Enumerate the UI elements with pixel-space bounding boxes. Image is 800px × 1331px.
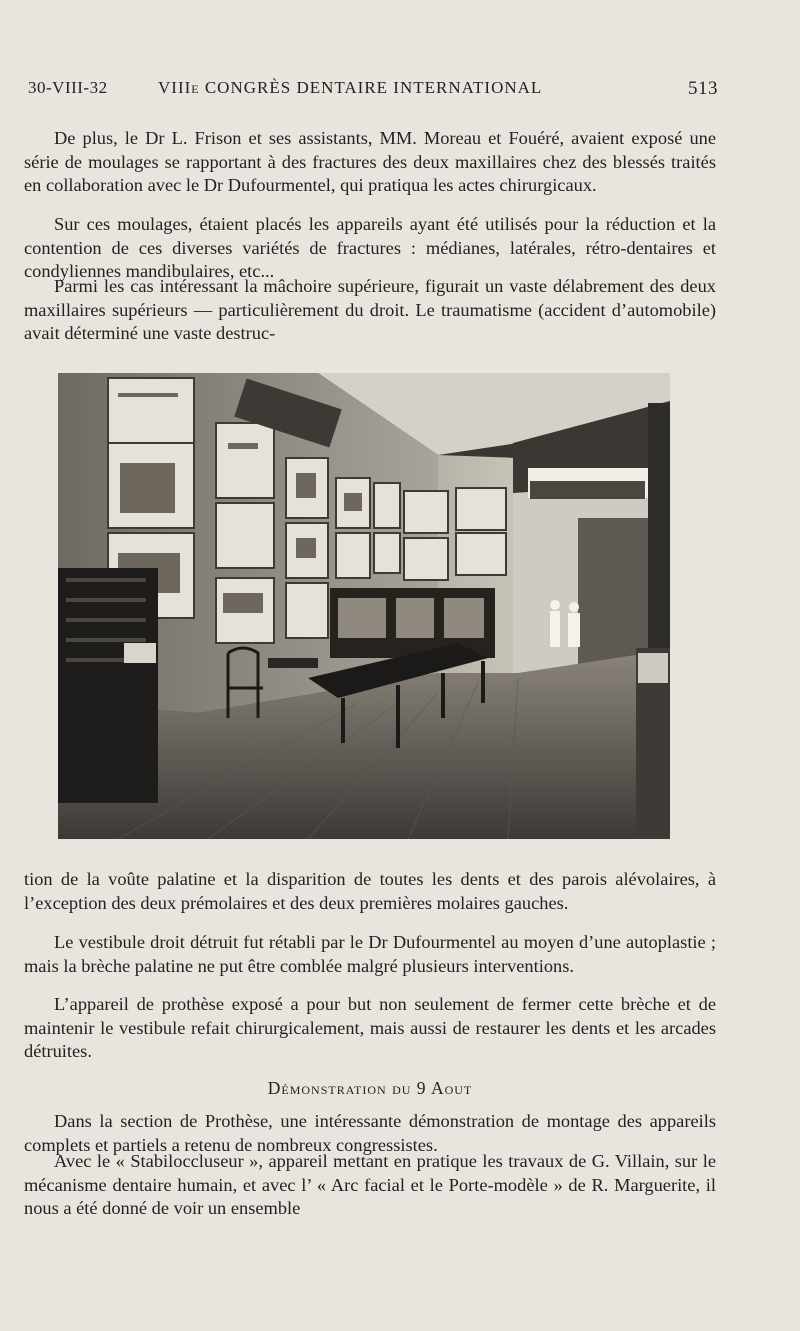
paragraph-7: Dans la section de Prothèse, une intéressante démonstration de montage des appareils complets et partiels a retenu de nombreux congressistes.	[24, 1111, 716, 1155]
running-header	[28, 78, 718, 108]
paragraph-4: tion de la voûte palatine et la disparition de toutes les dents et des parois alévolaires, à l’exception des deux prémolaires et des deux premières molaires gauches.	[24, 869, 716, 913]
paragraph-8: Avec le « Stabiloccluseur », appareil mettant en pratique les travaux de G. Villain, sur le mécanisme dentaire humain, et avec l’ « Arc facial et le Porte-modèle » de R. Marguerite, il nous a été donné de voir un ensemble	[24, 1151, 716, 1218]
header-date: 30-VIII-32	[28, 78, 108, 97]
paragraph-3: Parmi les cas intéressant la mâchoire supérieure, figurait un vaste délabrement des deux maxillaires supérieurs — particulièrement du droit. Le traumatisme (accident d’automobile) avait déterminé une vaste destruc-	[24, 276, 716, 343]
header-title: VIIIe CONGRÈS DENTAIRE INTERNATIONAL	[158, 78, 543, 97]
section-title: Démonstration du 9 Aout	[267, 1078, 473, 1098]
exhibition-photo	[58, 373, 670, 839]
paragraph-1: De plus, le Dr L. Frison et ses assistants, MM. Moreau et Fouéré, avaient exposé une série de moulages se rapportant à des fractures des deux maxillaires chez des blessés traités en collaboration avec le Dr Dufourmentel, qui pratiqua les actes chirurgicaux.	[24, 128, 716, 195]
page-number: 513	[688, 78, 718, 99]
paragraph-2: Sur ces moulages, étaient placés les appareils ayant été utilisés pour la réduction et la contention de ces diverses variétés de fractures : médianes, latérales, rétro-dentaires et condyliennes mandibulaires, etc...	[24, 214, 716, 281]
paragraph-5: Le vestibule droit détruit fut rétabli par le Dr Dufourmentel au moyen d’une autoplastie ; mais la brèche palatine ne put être comblée malgré plusieurs interventions.	[24, 932, 716, 976]
exhibition-room-illustration	[58, 373, 670, 839]
paragraph-6: L’appareil de prothèse exposé a pour but non seulement de fermer cette brèche et de maintenir le vestibule refait chirurgicalement, mais aussi de restaurer les dents et les arcades détruites.	[24, 994, 716, 1061]
